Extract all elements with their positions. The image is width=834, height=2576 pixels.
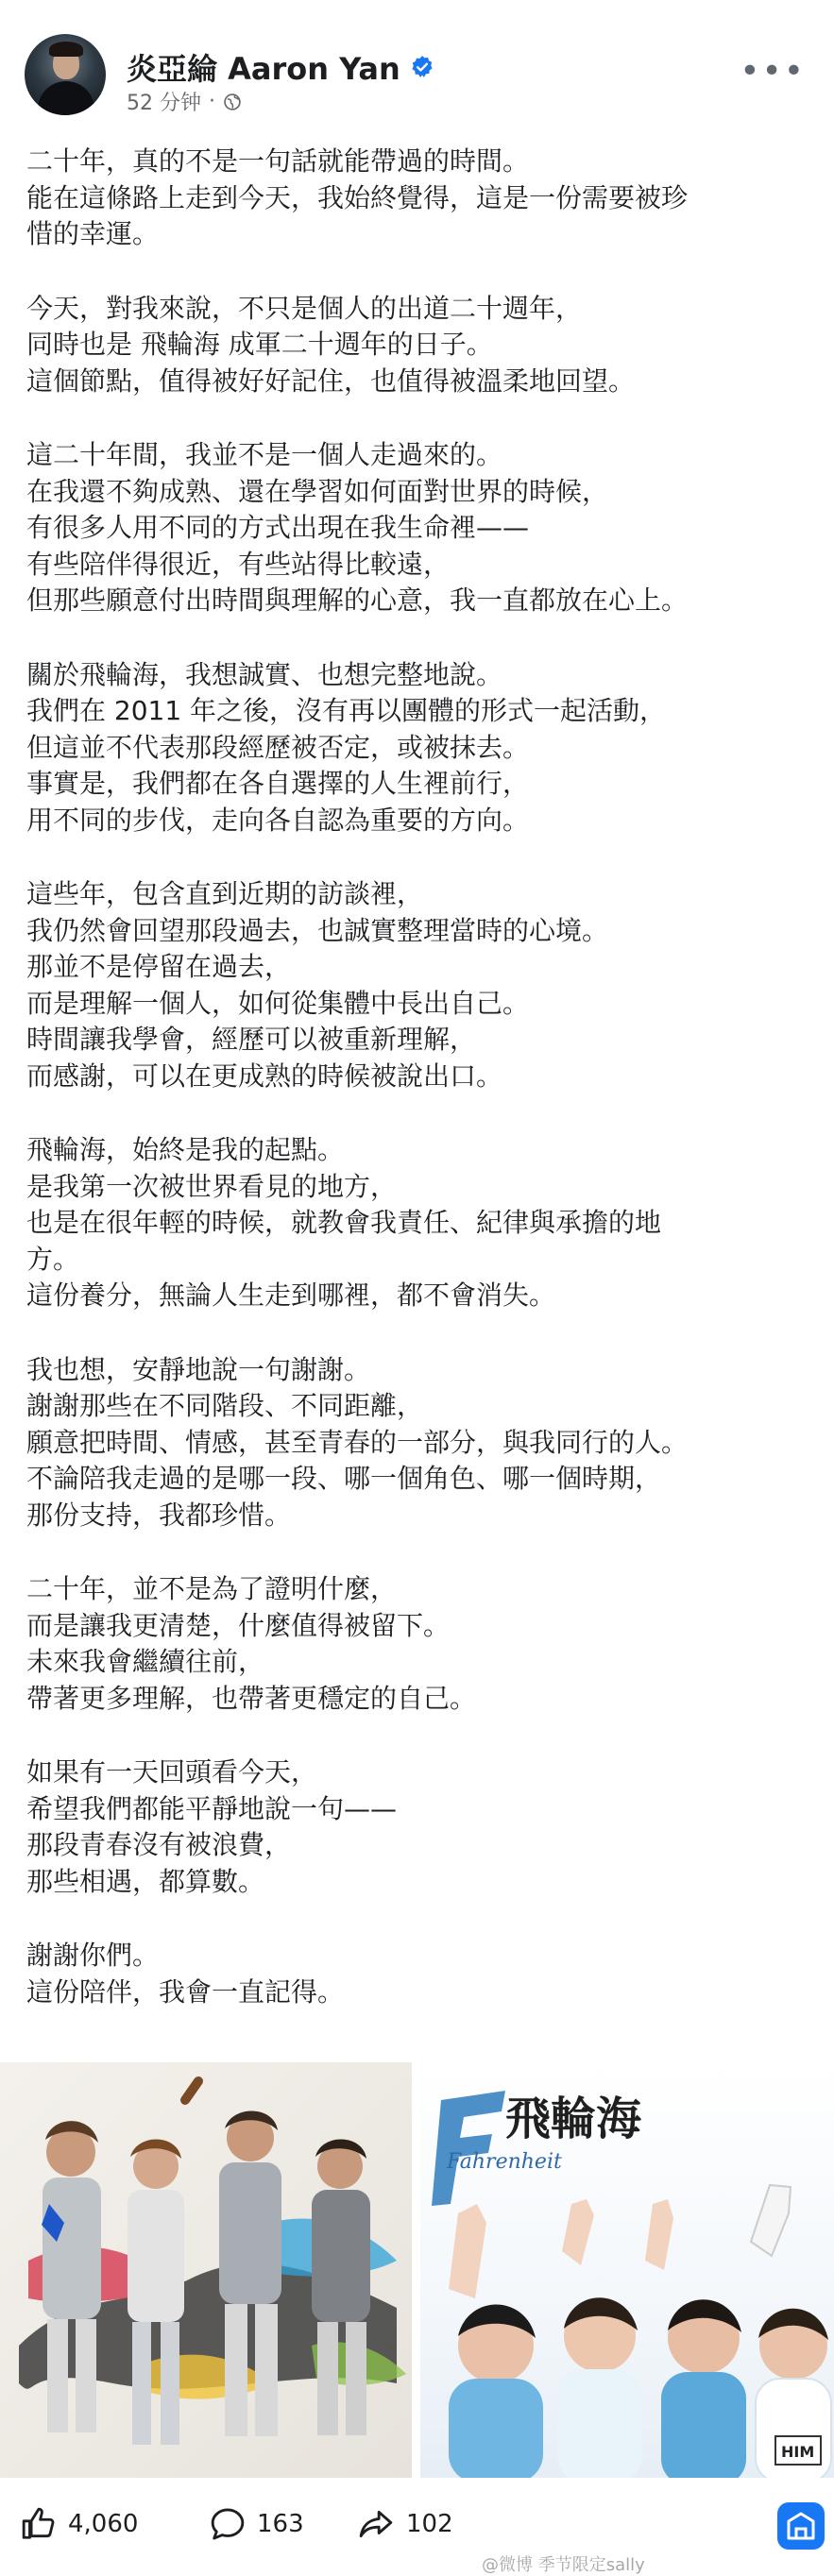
post-text-line: 今天，對我來說，不只是個人的出道二十週年， bbox=[26, 292, 583, 324]
post-text-line: 時間讓我學會，經歷可以被重新理解， bbox=[26, 1024, 477, 1055]
post-text-line: 未來我會繼續往前， bbox=[26, 1646, 265, 1677]
like-button[interactable] bbox=[21, 2506, 138, 2542]
post-timestamp[interactable]: 52 分钟 bbox=[127, 92, 201, 115]
post-text-line: 這個節點，值得被好好記住，也值得被溫柔地回望。 bbox=[26, 364, 636, 397]
post-paragraph bbox=[26, 144, 810, 253]
weibo-watermark: @微博 季节限定sally bbox=[482, 2555, 645, 2575]
meta-separator: · bbox=[209, 90, 215, 113]
paragraph-gap bbox=[26, 839, 810, 876]
post-text-line: 如果有一天回頭看今天， bbox=[26, 1756, 318, 1788]
paragraph-gap bbox=[26, 1900, 810, 1938]
post-text-line: 願意把時間、情感，甚至青春的一部分，與我同行的人。 bbox=[26, 1426, 689, 1458]
messenger-icon[interactable] bbox=[777, 2502, 825, 2550]
more-options-icon[interactable]: ••• bbox=[740, 52, 806, 91]
post-text-line: 但那些願意付出時間與理解的心意，我一直都放在心上。 bbox=[26, 585, 689, 616]
post-meta bbox=[127, 87, 242, 116]
post-text-line: 不論陪我走過的是哪一段、哪一個角色、哪一個時期， bbox=[26, 1463, 662, 1494]
post-text-line: 二十年，真的不是一句話就能帶過的時間。 bbox=[26, 145, 530, 177]
post-text-line: 這些年，包含直到近期的訪談裡， bbox=[26, 878, 424, 909]
author-avatar[interactable] bbox=[25, 34, 106, 115]
post-text-line: 是我第一次被世界看見的地方， bbox=[26, 1170, 398, 1202]
post-text-line: 謝謝你們。 bbox=[26, 1940, 160, 1971]
paragraph-gap bbox=[26, 253, 810, 291]
post-paragraph bbox=[26, 876, 810, 1094]
post-paragraph bbox=[26, 1754, 810, 1900]
post-text-line: 能在這條路上走到今天，我始終覺得，這是一份需要被珍 bbox=[26, 181, 689, 213]
group-photo-illustration bbox=[0, 2062, 412, 2478]
post-text-line: 在我還不夠成熟、還在學習如何面對世界的時候， bbox=[26, 475, 609, 507]
post-paragraph bbox=[26, 1938, 810, 2010]
like-count: 4,060 bbox=[68, 2510, 139, 2538]
share-arrow-icon bbox=[357, 2506, 395, 2542]
post-text-line: 那份支持，我都珍惜。 bbox=[26, 1499, 292, 1531]
photo-grid bbox=[0, 2062, 834, 2478]
author-name[interactable]: 炎亞綸 Aaron Yan bbox=[127, 51, 400, 87]
comment-count: 163 bbox=[257, 2510, 304, 2538]
post-paragraph bbox=[26, 657, 810, 839]
paragraph-gap bbox=[26, 1314, 810, 1352]
post-text-line: 那些相遇，都算數。 bbox=[26, 1865, 265, 1897]
post-text-line: 這份陪伴，我會一直記得。 bbox=[26, 1975, 345, 2008]
post-text-line: 惜的幸運。 bbox=[26, 218, 160, 249]
globe-icon[interactable] bbox=[223, 93, 242, 111]
paragraph-gap bbox=[26, 1717, 810, 1754]
paragraph-gap bbox=[26, 1094, 810, 1132]
engagement-bar bbox=[0, 2489, 834, 2575]
post-body bbox=[26, 144, 810, 2010]
post-text-line: 我也想，安靜地說一句謝謝。 bbox=[26, 1353, 371, 1385]
post-paragraph bbox=[26, 1571, 810, 1717]
post-text-line: 帶著更多理解，也帶著更穩定的自己。 bbox=[26, 1682, 477, 1714]
album-script-logo: Fahrenheit bbox=[447, 2150, 562, 2174]
post-text-line: 而感謝，可以在更成熟的時候被說出口。 bbox=[26, 1059, 503, 1092]
post-text-line: 關於飛輪海，我想誠實、也想完整地說。 bbox=[26, 658, 503, 690]
post-text-line: 但這並不代表那段經歷被否定，或被抹去。 bbox=[26, 731, 530, 763]
post-text-line: 有些陪伴得很近，有些站得比較遠， bbox=[26, 548, 451, 580]
paragraph-gap bbox=[26, 399, 810, 437]
post-text-line: 那並不是停留在過去， bbox=[26, 951, 292, 982]
post-text-line: 我們在 2011 年之後，沒有再以團體的形式一起活動， bbox=[26, 695, 667, 726]
post-text-line: 二十年，並不是為了證明什麼， bbox=[26, 1573, 398, 1604]
share-button[interactable] bbox=[357, 2506, 453, 2542]
post-paragraph bbox=[26, 437, 810, 619]
post-text-line: 有很多人用不同的方式出現在我生命裡—— bbox=[26, 512, 530, 543]
post-text-line: 而是讓我更清楚，什麼值得被留下。 bbox=[26, 1609, 451, 1641]
post-header bbox=[0, 0, 834, 123]
post-text-line: 事實是，我們都在各自選擇的人生裡前行， bbox=[26, 768, 530, 799]
post-text-line: 我仍然會回望那段過去，也誠實整理當時的心境。 bbox=[26, 914, 609, 946]
post-paragraph bbox=[26, 1352, 810, 1534]
comment-button[interactable] bbox=[210, 2506, 304, 2542]
post-text-line: 方。 bbox=[26, 1243, 80, 1275]
post-paragraph bbox=[26, 1132, 810, 1314]
verified-badge-icon bbox=[410, 55, 434, 79]
post-text-line: 那段青春沒有被浪費， bbox=[26, 1829, 292, 1860]
post-text-line: 謝謝那些在不同階段、不同距離， bbox=[26, 1390, 424, 1421]
post-text-line: 希望我們都能平靜地說一句—— bbox=[26, 1792, 398, 1824]
post-text-line: 這份養分，無論人生走到哪裡，都不會消失。 bbox=[26, 1280, 556, 1311]
post-text-line: 用不同的步伐，走向各自認為重要的方向。 bbox=[26, 804, 530, 836]
paragraph-gap bbox=[26, 619, 810, 657]
group-photo-left[interactable] bbox=[0, 2062, 412, 2478]
fahrenheit-album-illustration bbox=[420, 2062, 834, 2478]
post-text-line: 同時也是 飛輪海 成軍二十週年的日子。 bbox=[26, 329, 493, 360]
author-name-row[interactable] bbox=[127, 45, 434, 89]
post-paragraph bbox=[26, 291, 810, 400]
post-text-line: 也是在很年輕的時候，就教會我責任、紀律與承擔的地 bbox=[26, 1207, 662, 1238]
paragraph-gap bbox=[26, 1534, 810, 1571]
him-badge: HIM bbox=[781, 2443, 815, 2461]
post-text-line: 而是理解一個人，如何從集體中長出自己。 bbox=[26, 987, 530, 1019]
post-text-line: 飛輪海，始終是我的起點。 bbox=[26, 1134, 345, 1165]
thumbs-up-icon bbox=[21, 2506, 57, 2542]
share-count: 102 bbox=[406, 2510, 453, 2538]
comment-bubble-icon bbox=[210, 2506, 246, 2542]
group-photo-right[interactable] bbox=[420, 2062, 834, 2478]
post-text-line: 這二十年間，我並不是一個人走過來的。 bbox=[26, 439, 503, 470]
album-title: 飛輪海 bbox=[505, 2093, 642, 2145]
